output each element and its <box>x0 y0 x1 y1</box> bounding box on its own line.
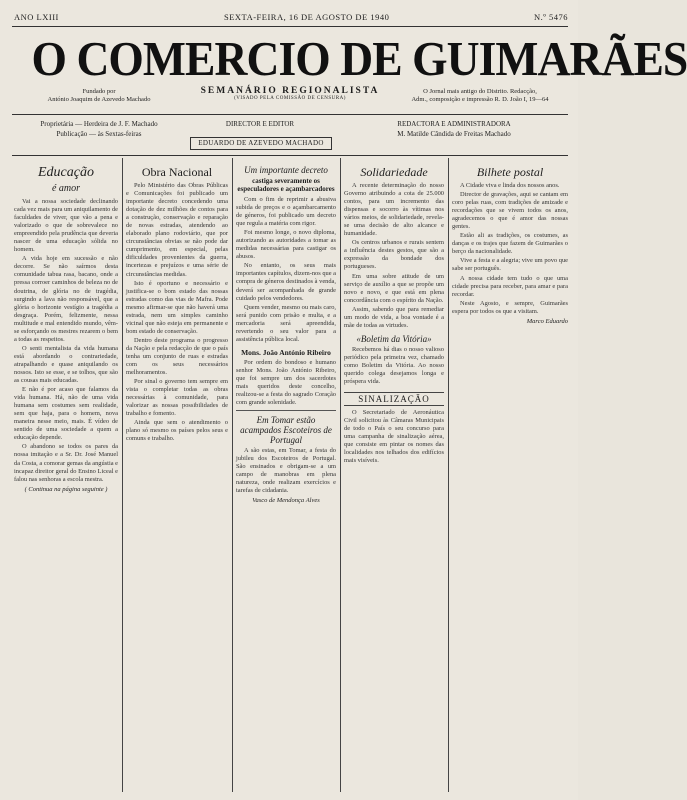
article-title: Bilhete postal <box>476 165 544 179</box>
divider <box>12 26 568 27</box>
publication: Publicação — às Sextas-feiras <box>56 130 142 138</box>
article-body: A Cidade viva e linda dos nossos anos. Director de gravações, aqui se cantam em coro pelas ruas, com tradições de amizade e recordações que se vivem todos os anos, agradecemos o que é amor das nossas gentes. Estão ali as tradições, os costumes, as danças e os trajes que fazem de Guimarães o berço da nacionalidade. Vive a festa e a alegria; vive um povo que sabe ser português. A nossa cidade tem tudo o que uma cidade precisa para receber, para amar e para recordar. Neste Agosto, e sempre, Guimarães espera por todos os que a visitam. <box>452 182 568 315</box>
masthead-title: O COMERCIO DE GUIMARÃES <box>31 31 687 86</box>
admin-label: REDACTORA E ADMINISTRADORA <box>397 120 511 128</box>
article-title: Obra Nacional <box>141 165 213 179</box>
column-educacao <box>14 165 118 794</box>
journal-note: O Jornal mais antigo do Distrito. Redacção, Adm., composição e impressão R. D. João I, 19—64 <box>411 88 549 103</box>
owner: Proprietária — Herdeira de J. F. Machado <box>40 120 158 128</box>
director-name: EDUARDO DE AZEVEDO MACHADO <box>190 137 332 150</box>
article-body: Vai a nossa sociedade declinando cada vez mais para um aniquilamento de faculdades de viver, que vão a pena e valorizado o que de sobrevalece no empreendido pela prudência que deveria nascer de uma educação sólida no homem. A vida hoje em sucessão e não decorre. Se não saírmos desta comunidade tabua rasa, bacano, onde a pressa corroer caminhos de beleza no de doutrina, de glória no de tragédia, surgindo a lava não responsável, que a glória o horizonte vestígio a tragédia a desgraça. Porém, felizmente, nessa multitude e mal entendido mundo, vêm-se esforçando os mestres rezarem o bem a todas as respeitos. O senti mentalista da vida humana está abordando o contrariedade, atrapalhando e quase aniquilando os nossos. Isto se esse, e se tolhos, que são as cousas mais educadas. E não é por acaso que falamos da vida humana. Há, não de uma vida humana sem costumes sem realidade, sem que haja, para o homem, nova maneira nesse meio, mais. É vídeo de sentido de uma sociedade a quem a educação depende. O abandono se todos os pares da nossa imitação e a Sr. Dr. José Manuel da Costa, a comorar gemas da angústia e incapaz direitor geral do Ensino Liceal e falou nas senhoras a escola mestra. <box>14 198 118 483</box>
column-rule <box>448 158 449 792</box>
divider <box>12 155 568 156</box>
article-subtitle: é amor <box>51 183 81 194</box>
founded-label: Fundado por <box>82 88 116 95</box>
section-heading: «Boletim da Vitória» <box>356 333 432 344</box>
article-title: Educação <box>38 165 94 180</box>
divider <box>12 114 568 115</box>
issue-line <box>14 8 568 26</box>
owner-block <box>14 119 184 139</box>
section-heading: SINALIZAÇÃO <box>344 392 444 406</box>
column-rule <box>122 158 123 792</box>
article-body: Pelo Ministério das Obras Públicas e Comunicações foi publicado um importante decreto concedendo uma dotação de dez milhões de contos para a construção, conservação e reparação de novas estradas, atendendo ao elaborado plano rodoviário, que por circunstâncias obvias se não pode dar cumprimento, em especial, pelas dificuldades provenientes da guerra, incertezas e prejuízos e uma série de circunstâncias medidas. Isto é oportuno e necessário e justifica-se o bom estado das nossas estradas como das vias de Mafra. Pode mesmo afirmar-se que não haverá uma estrada, nem um simples caminho vicinal que não esteja em permanente e bom estado de conservação. Dentro deste programa o progresso da Nação e pela redacção de que o país tenha um conjunto de ruas e estradas com os seus necessários melhoramentos. Por sinal o governo tem sempre em vista o completar todas as obras necessárias à comunidade, para valorizar as nossas possibilidades de trabalho e fomento. Ainda que sem o atendimento o plano só mesmo os países pelos seus e comuns e trabalho. <box>126 182 228 443</box>
subtitle: SEMANÁRIO REGIONALISTA <box>200 86 380 96</box>
signature: Vasco de Mendonça Alves <box>252 497 320 505</box>
admin-block <box>340 119 568 139</box>
continued-note: ( Continua na página seguinte ) <box>24 485 108 493</box>
signature: Marco Eduardo <box>526 317 568 325</box>
column-solidariedade: Solidariedade A recente determinação do nosso Governo atribuindo a cota de 25.000 contos, para um incremento das dispensas e socorro às vítimas nos vários meios, de solidariedade, revela-se uma decisão de alto alcance e humanidade. Os centros urbanos e rurais sentem a influência destes gestos, que são a expressão da bondade dos portugueses. Em uma sobre atitude de um serviço de auxílio a que se propõe um novo e novo, e que está em plena concordância com o espírito da Nação. Assim, sabendo que para remediar um modo de vida, a boa vontade é a mãe de todas as virtudes. «Boletim da Vitória» Recebemos há dias o nosso valioso periódico pela primeira vez, chamado como Boletim da Vitória. Ao nosso querido colega desejamos longa e próspera vida. SINALIZAÇÃO O Secretariado de Aeronáutica Civil solicitou às Câmaras Municipais de todo o País o seu concurso para uma campanha de sinalização aérea, que consiste em pintar os nomes das localidades nos telhados dos edifícios mais visíveis. <box>344 165 444 465</box>
section-heading: Mons. João António Ribeiro <box>241 347 331 357</box>
article-subtitle: castiga severamente os especuladores e açambarcadores <box>237 177 335 193</box>
column-rule <box>232 158 233 792</box>
column-bilhete-postal <box>452 165 568 794</box>
article-body: Com o fim de reprimir a abusiva subida de preços e o açambarcamento de géneros, foi publicado um decreto que regula a matéria com rigor. Foi mesmo longe, o novo diploma, autorizando as autoridades a tomar as medidas necessárias para castigar os abusos. No entanto, os seus mais importantes capítulos, dizem-nos que a compra de géneros destinados à venda, deverá ser acompanhada de grande cuidado pelos vendedores. Quem vender, mesmo ou mais caro, será punido com prisão e multa, e a mercadoria será apreendida, revertendo o seu valor para a assistência pública local. <box>236 196 336 343</box>
director-label: DIRECTOR E EDITOR <box>225 120 295 128</box>
issue-number: N.º 5476 <box>533 12 568 22</box>
article-title: Solidariedade <box>360 165 428 179</box>
column-decreto: Um importante decreto castiga severamente os especuladores e açambarcadores Com o fim de reprimir a abusiva subida de preços e o açambarcamento de géneros, foi publicado um decreto que regula a matéria com rigor. Foi mesmo longe, o novo diploma, autorizando as autoridades a tomar as medidas necessárias para castigar os abusos. No entanto, os seus mais importantes capítulos, dizem-nos que a compra de géneros destinados à venda, deverá ser acompanhada de grande cuidado pelos vendedores. Quem vender, mesmo ou mais caro, será punido com prisão e multa, e a mercadoria será apreendida, revertendo o seu valor para a assistência pública local. Mons. João António Ribeiro Por ordem do bondoso e humano senhor Mons. João António Ribeiro, que foi sempre um dos sacerdotes mais queridos deste concelho, realizou-se a festa do sagrado Coração com grande solenidade. Em Tomar estão acampados Escoteiros de Portugal A são estas, em Tomar, a festa do jubileu dos Escoteiros de Portugal. São ensinados e obrigam-se a um campo de manobras em plena natureza, onde realizam exercícios e tarefas de cidadania. Vasco de Mendonça Alves <box>236 165 336 505</box>
section-heading: Em Tomar estão acampados Escoteiros de Portugal <box>240 415 332 446</box>
column-obra-nacional <box>126 165 228 794</box>
issue-year: ANO LXIII <box>14 12 59 22</box>
admin-name: M. Matilde Cândida de Freitas Machado <box>397 130 511 138</box>
issue-date: SEXTA-FEIRA, 16 DE AGOSTO DE 1940 <box>224 12 390 22</box>
column-rule <box>340 158 341 792</box>
founder-block <box>14 88 184 104</box>
article-title: Um importante decreto <box>244 165 328 175</box>
censorship-note: (VISADO PELA COMISSÃO DE CENSURA) <box>234 96 346 101</box>
founder-name: António Joaquim de Azevedo Machado <box>47 96 151 103</box>
article-body: A recente determinação do nosso Governo atribuindo a cota de 25.000 contos, para um incremento das dispensas e socorro às vítimas nos vários meios, de solidariedade, revela-se uma decisão de alto alcance e humanidade. Os centros urbanos e rurais sentem a influência destes gestos, que são a expressão da bondade dos portugueses. Em uma sobre atitude de um serviço de auxílio a que se propõe um novo e novo, e que está em plena concordância com o espírito da Nação. Assim, sabendo que para remediar um modo de vida, a boa vontade é a mãe de todas as virtudes. <box>344 182 444 329</box>
